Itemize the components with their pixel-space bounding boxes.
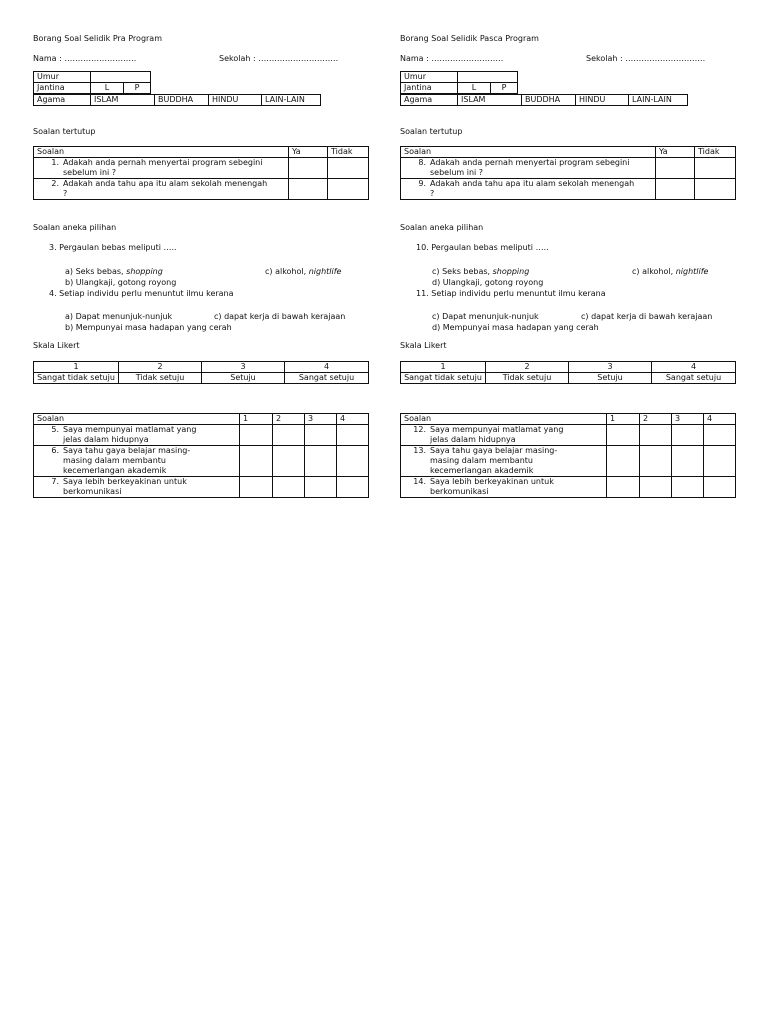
- col-2: 2: [640, 414, 672, 425]
- q-text: Adakah anda tahu apa itu alam sekolah menengah ?: [430, 179, 635, 198]
- q-num: 5.: [51, 425, 59, 434]
- rating-cell[interactable]: [607, 477, 640, 498]
- q-text: Adakah anda tahu apa itu alam sekolah menengah ?: [63, 179, 268, 198]
- scale-num: 1: [401, 362, 486, 373]
- rating-cell[interactable]: [672, 446, 704, 477]
- agama-label: Agama: [401, 95, 458, 106]
- option-a[interactable]: c) Seks bebas, shopping: [432, 267, 530, 276]
- option-a[interactable]: c) Dapat menunjuk-nunjuk: [432, 312, 539, 321]
- col-1: 1: [607, 414, 640, 425]
- agama-option[interactable]: HINDU: [209, 95, 262, 106]
- option-b[interactable]: d) Mempunyai masa hadapan yang cerah: [432, 323, 599, 332]
- agama-option[interactable]: BUDDHA: [522, 95, 576, 106]
- rating-cell[interactable]: [672, 425, 704, 446]
- table-row: [401, 477, 736, 498]
- q-num: 9.: [418, 179, 426, 188]
- likert-heading: Skala Likert: [33, 341, 80, 350]
- jantina-label: Jantina: [34, 83, 91, 94]
- q-text: Adakah anda pernah menyertai program sebegini sebelum ini ?: [430, 158, 630, 177]
- agama-option[interactable]: BUDDHA: [155, 95, 209, 106]
- q-num: 12.: [413, 425, 426, 434]
- q-num: 7.: [51, 477, 59, 486]
- rating-cell[interactable]: [640, 446, 672, 477]
- agama-option[interactable]: ISLAM: [458, 95, 522, 106]
- q-num: 6.: [51, 446, 59, 455]
- sekolah-field[interactable]: Sekolah : …………………………: [586, 54, 706, 63]
- rating-cell[interactable]: [640, 477, 672, 498]
- rating-cell[interactable]: [305, 425, 337, 446]
- q11-text: 11. Setiap individu perlu menuntut ilmu kerana: [416, 289, 606, 298]
- ya-cell[interactable]: [289, 179, 328, 200]
- likert-heading: Skala Likert: [400, 341, 447, 350]
- table-row: [401, 179, 736, 200]
- scale-label: Tidak setuju: [486, 373, 569, 384]
- table-row: [401, 158, 736, 179]
- rating-cell[interactable]: [305, 446, 337, 477]
- rating-cell[interactable]: [273, 446, 305, 477]
- col-soalan: Soalan: [34, 414, 240, 425]
- q10-text: 10. Pergaulan bebas meliputi …..: [416, 243, 549, 252]
- form-pasca-program: [400, 0, 740, 520]
- q-text: Adakah anda pernah menyertai program sebegini sebelum ini ?: [63, 158, 263, 177]
- rating-cell[interactable]: [337, 477, 369, 498]
- col-4: 4: [337, 414, 369, 425]
- ya-cell[interactable]: [289, 158, 328, 179]
- table-row: [401, 446, 736, 477]
- form-pra-program: [33, 0, 373, 520]
- nama-field[interactable]: Nama : ………………………: [400, 54, 504, 63]
- scale-num: 2: [119, 362, 202, 373]
- agama-option[interactable]: LAIN-LAIN: [629, 95, 688, 106]
- rating-cell[interactable]: [240, 425, 273, 446]
- col-ya: Ya: [656, 147, 695, 158]
- agama-option[interactable]: HINDU: [576, 95, 629, 106]
- scale-num: 4: [652, 362, 736, 373]
- scale-label: Sangat tidak setuju: [34, 373, 119, 384]
- tidak-cell[interactable]: [695, 158, 736, 179]
- table-row: [34, 477, 369, 498]
- scale-label: Sangat setuju: [285, 373, 369, 384]
- col-tidak: Tidak: [695, 147, 736, 158]
- agama-table: [33, 94, 321, 106]
- q-num: 8.: [418, 158, 426, 167]
- rating-cell[interactable]: [704, 425, 736, 446]
- table-row: [34, 425, 369, 446]
- col-2: 2: [273, 414, 305, 425]
- option-a[interactable]: a) Seks bebas, shopping: [65, 267, 163, 276]
- agama-table: [400, 94, 688, 106]
- agama-option[interactable]: LAIN-LAIN: [262, 95, 321, 106]
- option-b[interactable]: d) Ulangkaji, gotong royong: [432, 278, 544, 287]
- col-1: 1: [240, 414, 273, 425]
- closed-questions-table: [33, 146, 369, 200]
- col-soalan: Soalan: [401, 147, 656, 158]
- nama-field[interactable]: Nama : ………………………: [33, 54, 137, 63]
- scale-label: Sangat setuju: [652, 373, 736, 384]
- rating-cell[interactable]: [240, 446, 273, 477]
- q-text: Saya lebih berkeyakinan untuk berkomunikasi: [430, 477, 554, 496]
- rating-cell[interactable]: [640, 425, 672, 446]
- scale-num: 4: [285, 362, 369, 373]
- option-a[interactable]: a) Dapat menunjuk-nunjuk: [65, 312, 173, 321]
- ya-cell[interactable]: [656, 158, 695, 179]
- option-b[interactable]: b) Ulangkaji, gotong royong: [65, 278, 177, 287]
- jantina-p[interactable]: P: [491, 83, 518, 94]
- scale-num: 1: [34, 362, 119, 373]
- umur-input[interactable]: [91, 72, 151, 83]
- likert-questions-table: [400, 413, 736, 498]
- scale-label: Sangat tidak setuju: [401, 373, 486, 384]
- option-c[interactable]: c) dapat kerja di bawah kerajaan: [581, 312, 713, 321]
- jantina-p[interactable]: P: [124, 83, 151, 94]
- table-row: [401, 425, 736, 446]
- q-num: 13.: [413, 446, 426, 455]
- likert-questions-table: [33, 413, 369, 498]
- closed-heading: Soalan tertutup: [33, 127, 96, 136]
- rating-cell[interactable]: [607, 446, 640, 477]
- rating-cell[interactable]: [305, 477, 337, 498]
- table-row: [34, 179, 369, 200]
- umur-label: Umur: [401, 72, 458, 83]
- q-text: Saya lebih berkeyakinan untuk berkomunikasi: [63, 477, 187, 496]
- option-c[interactable]: c) alkohol, nightlife: [632, 267, 709, 276]
- q-num: 1.: [51, 158, 59, 167]
- sekolah-field[interactable]: Sekolah : …………………………: [219, 54, 339, 63]
- scale-num: 3: [569, 362, 652, 373]
- option-c[interactable]: c) alkohol, nightlife: [265, 267, 342, 276]
- likert-scale-table: [33, 361, 369, 384]
- agama-option[interactable]: ISLAM: [91, 95, 155, 106]
- option-b[interactable]: b) Mempunyai masa hadapan yang cerah: [65, 323, 232, 332]
- rating-cell[interactable]: [607, 425, 640, 446]
- agama-label: Agama: [34, 95, 91, 106]
- rating-cell[interactable]: [337, 446, 369, 477]
- col-soalan: Soalan: [34, 147, 289, 158]
- option-c[interactable]: c) dapat kerja di bawah kerajaan: [214, 312, 346, 321]
- demographics-table: [400, 71, 518, 94]
- demographics-table: [33, 71, 151, 94]
- umur-input[interactable]: [458, 72, 518, 83]
- col-tidak: Tidak: [328, 147, 369, 158]
- q-num: 2.: [51, 179, 59, 188]
- umur-label: Umur: [34, 72, 91, 83]
- scale-num: 2: [486, 362, 569, 373]
- scale-num: 3: [202, 362, 285, 373]
- mc-heading: Soalan aneka pilihan: [33, 223, 117, 232]
- closed-questions-table: [400, 146, 736, 200]
- jantina-l[interactable]: L: [458, 83, 491, 94]
- q-text: Saya tahu gaya belajar masing-masing dalam membantu kecemerlangan akademik: [430, 446, 558, 475]
- jantina-l[interactable]: L: [91, 83, 124, 94]
- table-row: [34, 158, 369, 179]
- rating-cell[interactable]: [704, 446, 736, 477]
- q-num: 14.: [413, 477, 426, 486]
- form-title: Borang Soal Selidik Pra Program: [33, 34, 162, 43]
- col-4: 4: [704, 414, 736, 425]
- col-3: 3: [305, 414, 337, 425]
- scale-label: Setuju: [569, 373, 652, 384]
- q3-text: 3. Pergaulan bebas meliputi …..: [49, 243, 177, 252]
- rating-cell[interactable]: [240, 477, 273, 498]
- rating-cell[interactable]: [672, 477, 704, 498]
- q-text: Saya tahu gaya belajar masing-masing dalam membantu kecemerlangan akademik: [63, 446, 191, 475]
- rating-cell[interactable]: [273, 425, 305, 446]
- tidak-cell[interactable]: [695, 179, 736, 200]
- q-text: Saya mempunyai matlamat yang jelas dalam hidupnya: [63, 425, 197, 444]
- table-row: [34, 446, 369, 477]
- rating-cell[interactable]: [704, 477, 736, 498]
- q4-text: 4. Setiap individu perlu menuntut ilmu kerana: [49, 289, 234, 298]
- col-soalan: Soalan: [401, 414, 607, 425]
- rating-cell[interactable]: [273, 477, 305, 498]
- tidak-cell[interactable]: [328, 179, 369, 200]
- scale-label: Setuju: [202, 373, 285, 384]
- form-title: Borang Soal Selidik Pasca Program: [400, 34, 539, 43]
- col-3: 3: [672, 414, 704, 425]
- ya-cell[interactable]: [656, 179, 695, 200]
- scale-label: Tidak setuju: [119, 373, 202, 384]
- rating-cell[interactable]: [337, 425, 369, 446]
- mc-heading: Soalan aneka pilihan: [400, 223, 484, 232]
- jantina-label: Jantina: [401, 83, 458, 94]
- q-text: Saya mempunyai matlamat yang jelas dalam hidupnya: [430, 425, 564, 444]
- col-ya: Ya: [289, 147, 328, 158]
- closed-heading: Soalan tertutup: [400, 127, 463, 136]
- likert-scale-table: [400, 361, 736, 384]
- tidak-cell[interactable]: [328, 158, 369, 179]
